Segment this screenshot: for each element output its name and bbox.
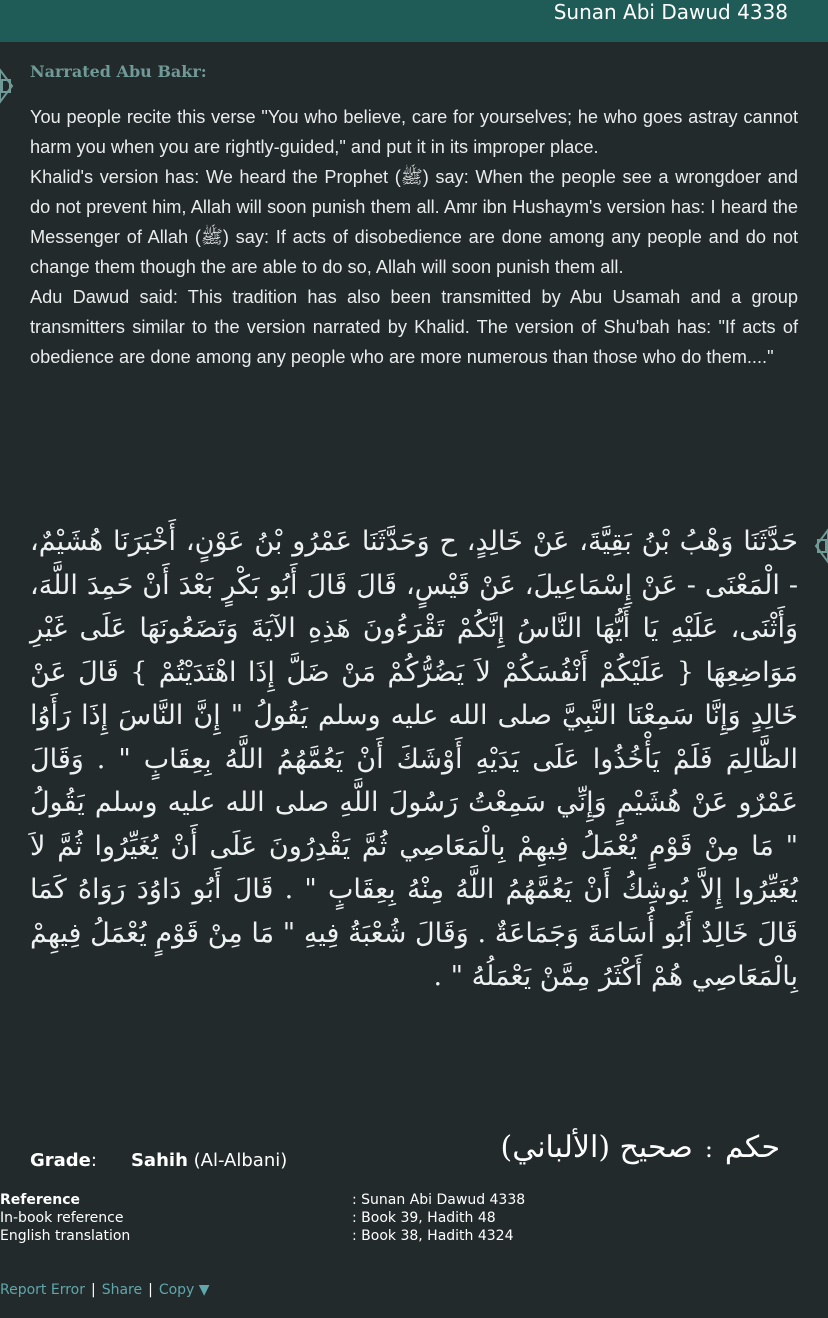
ornament-icon <box>0 68 18 104</box>
narrator-line: Narrated Abu Bakr: <box>30 62 207 81</box>
in-book-reference-label: In-book reference <box>0 1210 124 1226</box>
english-text <box>30 102 798 372</box>
english-paragraph: Adu Dawud said: This tradition has also been transmitted by Abu Usamah and a group transmitters similar to the version narrated by Khalid. The version of Shu'bah has: "If acts of obedience are done among any people who are more numerous than those who do them...." <box>30 287 798 367</box>
reference-value: : Sunan Abi Dawud 4338 <box>352 1192 526 1208</box>
hadith-title: Sunan Abi Dawud 4338 <box>553 0 788 24</box>
english-translation-row <box>0 1227 828 1245</box>
action-separator: | <box>148 1282 153 1298</box>
grade-english <box>30 1150 287 1171</box>
grade-value: Sahih <box>130 1150 188 1171</box>
ornament-icon <box>810 528 828 564</box>
report-error-link[interactable]: Report Error <box>0 1282 85 1298</box>
english-paragraph: Khalid's version has: We heard the Prophet (ﷺ) say: When the people see a wrongdoer and do not prevent him, Allah will soon punish them all. Amr ibn Hushaym's version has: I heard the Messenger of Allah (ﷺ) say: If acts of disobedience are done among any people and do not change them though the are able to do so, Allah will soon punish them all. <box>30 167 799 277</box>
grade-arabic-label: حكم <box>724 1130 780 1165</box>
reference-label: Reference <box>0 1192 81 1208</box>
grade-colon: : <box>90 1150 97 1171</box>
english-paragraph: You people recite this verse "You who believe, care for yourselves; he who goes astray cannot harm you when you are rightly-guided," and put it in its improper place. <box>30 107 798 157</box>
grade-source: (Al-Albani) <box>193 1150 288 1171</box>
english-translation-label: English translation <box>0 1228 131 1244</box>
hadith-actions <box>0 1282 210 1298</box>
page-header <box>0 0 828 42</box>
grade-label: Grade <box>30 1150 91 1171</box>
grade-arabic-separator: : <box>704 1135 713 1163</box>
in-book-reference-row <box>0 1209 828 1227</box>
arabic-text: حَدَّثَنَا وَهْبُ بْنُ بَقِيَّةَ، عَنْ خَالِدٍ، ح وَحَدَّثَنَا عَمْرُو بْنُ عَوْنٍ، أَخْبَرَنَا هُشَيْمٌ، - الْمَعْنَى - عَنْ إِسْمَاعِيلَ، عَنْ قَيْسٍ، قَالَ قَالَ أَبُو بَكْرٍ بَعْدَ أَنْ حَمِدَ اللَّهَ، وَأَثْنَى، عَلَيْهِ يَا أَيُّهَا النَّاسُ إِنَّكُمْ تَقْرَءُونَ هَذِهِ الآيَةَ وَتَضَعُونَهَا عَلَى غَيْرِ مَوَاضِعِهَا { عَلَيْكُمْ أَنْفُسَكُمْ لاَ يَضُرُّكُمْ مَنْ ضَلَّ إِذَا اهْتَدَيْتُمْ } قَالَ عَنْ خَالِدٍ وَإِنَّا سَمِعْنَا النَّبِيَّ صلى الله عليه وسلم يَقُولُ " إِنَّ النَّاسَ إِذَا رَأَوُا الظَّالِمَ فَلَمْ يَأْخُذُوا عَلَى يَدَيْهِ أَوْشَكَ أَنْ يَعُمَّهُمُ اللَّهُ بِعِقَابٍ " . وَقَالَ عَمْرٌو عَنْ هُشَيْمٍ وَإِنِّي سَمِعْتُ رَسُولَ اللَّهِ صلى الله عليه وسلم يَقُولُ " مَا مِنْ قَوْمٍ يُعْمَلُ فِيهِمْ بِالْمَعَاصِي ثُمَّ يَقْدِرُونَ عَلَى أَنْ يُغَيِّرُوا ثُمَّ لاَ يُغَيِّرُوا إِلاَّ يُوشِكُ أَنْ يَعُمَّهُمُ اللَّهُ مِنْهُ بِعِقَابٍ " . قَالَ أَبُو دَاوُدَ رَوَاهُ كَمَا قَالَ خَالِدٌ أَبُو أُسَامَةَ وَجَمَاعَةٌ . وَقَالَ شُعْبَةُ فِيهِ " مَا مِنْ قَوْمٍ يُعْمَلُ فِيهِمْ بِالْمَعَاصِي هُمْ أَكْثَرُ مِمَّنْ يَعْمَلُهُ " . <box>30 526 798 992</box>
share-link[interactable]: Share <box>101 1282 143 1298</box>
grade-arabic-value: صحيح (الألباني) <box>500 1130 693 1165</box>
grade-arabic <box>480 1130 780 1165</box>
english-translation-value: : Book 38, Hadith 4324 <box>352 1228 514 1244</box>
action-separator: | <box>90 1282 96 1298</box>
in-book-reference-value: : Book 39, Hadith 48 <box>352 1210 496 1226</box>
reference-table <box>0 1191 828 1245</box>
copy-dropdown[interactable]: Copy ▼ <box>158 1282 210 1298</box>
reference-row <box>0 1191 828 1209</box>
